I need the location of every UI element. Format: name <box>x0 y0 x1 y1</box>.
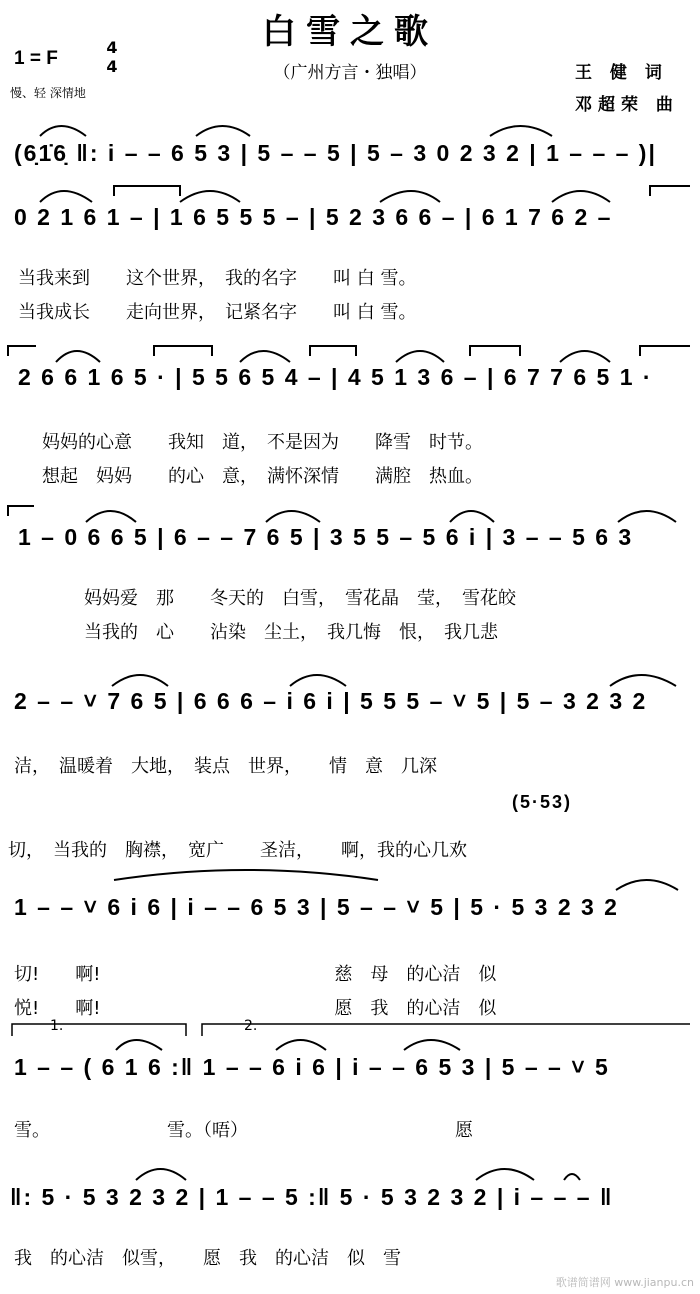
tempo-marking: 慢、轻 深情地 <box>10 86 86 100</box>
tie-bracket <box>640 346 690 356</box>
lyric-2-verse-2: 想起 妈妈 的心 意， 满怀深情 满腔 热血。 <box>42 466 483 487</box>
lyric-1-verse-1: 当我来到 这个世界， 我的名字 叫 白 雪。 <box>18 268 417 289</box>
slur-mark <box>380 191 440 202</box>
tie-bracket <box>154 346 212 356</box>
score-line-3: 1 – 0 6 6 5 | 6 – – 7 6 5 | 3 5 5 – 5 6 i | 3 – – 5 6 3 <box>18 524 634 550</box>
slur-mark <box>450 511 494 522</box>
key-signature: 1 = F <box>14 48 58 69</box>
slur-mark <box>114 870 378 880</box>
song-title: 白雪之歌 <box>262 12 438 52</box>
lyric-6-verse-1: 切! 啊! 慈 母 的心洁 似 <box>14 964 497 985</box>
volta-2-label: 2. <box>244 1018 258 1034</box>
lyric-5-verse-1: 切， 当我的 胸襟， 宽广 圣洁， 啊，我的心几欢 <box>8 840 467 861</box>
composer: 邓超荣 曲 <box>575 95 679 115</box>
score-line-5-alternate: (5·53) <box>512 792 573 812</box>
slur-mark <box>240 351 290 362</box>
slur-mark <box>616 880 678 890</box>
volta-1-bracket <box>12 1024 186 1036</box>
slur-mark <box>618 511 676 522</box>
slur-mark <box>180 191 240 202</box>
lyricist: 王 健 词 <box>575 63 668 83</box>
slur-mark <box>396 351 444 362</box>
score-line-7: 1 – – ( 6 1 6 :‖ 1 – – 6 i 6 | i – – 6 5 3 | 5 – – ˅ 5 <box>14 1054 610 1080</box>
tie-bracket <box>650 186 690 196</box>
lyric-4-verse-1: 洁， 温暖着 大地， 装点 世界， 情 意 几深 <box>14 756 437 777</box>
tie-bracket <box>310 346 356 356</box>
score-line-intro: (6̣1̇6̣ ‖: i – – 6 5 3 | 5 – – 5 | 5 – 3 0 2 3 2 | 1 – – – )| <box>14 140 657 166</box>
lyric-1-verse-2: 当我成长 走向世界， 记紧名字 叫 白 雪。 <box>18 302 417 323</box>
slur-mark <box>476 1169 534 1180</box>
lyric-3-verse-2: 当我的 心 沾染 尘土， 我几悔 恨， 我几悲 <box>84 622 498 643</box>
lyric-6-verse-2: 悦! 啊! 愿 我 的心洁 似 <box>14 998 497 1019</box>
lyric-8-verse-1: 我 的心洁 似雪， 愿 我 的心洁 似 雪 <box>14 1248 401 1269</box>
slur-mark <box>560 351 610 362</box>
lyric-3-verse-1: 妈妈爱 那 冬天的 白雪， 雪花晶 莹， 雪花皎 <box>84 588 516 609</box>
slur-mark <box>112 675 168 686</box>
slur-mark <box>116 1040 162 1050</box>
score-line-8: ‖: 5 · 5 3 2 3 2 | 1 – – 5 :‖ 5 · 5 3 2 3 2 | i – – – ‖ <box>10 1184 614 1210</box>
slur-mark <box>610 675 676 686</box>
score-line-2: 2 6 6 1 6 5 · | 5 5 6 5 4 – | 4 5 1 3 6 – | 6 7 7 6 5 1 · <box>18 364 653 390</box>
tie-bracket <box>8 346 36 356</box>
time-signature-top: 4 <box>106 38 118 57</box>
slur-mark <box>40 191 92 202</box>
slur-mark <box>56 351 100 362</box>
tie-bracket <box>470 346 520 356</box>
slur-mark <box>40 126 86 136</box>
lyric-2-verse-1: 妈妈的心意 我知 道， 不是因为 降雪 时节。 <box>42 432 483 453</box>
time-signature-bottom: 4 <box>106 57 118 76</box>
slur-mark <box>136 1169 186 1180</box>
score-line-6: 1 – – ˅ 6 i 6 | i – – 6 5 3 | 5 – – ˅ 5 | 5 · 5 3 2 3 2 <box>14 894 619 920</box>
score-line-1: 0 2 1 6 1 – | 1 6 5 5 5 – | 5 2 3 6 6 – | 6 1 7 6 2 – <box>14 204 613 230</box>
lyric-7-verse-1: 雪。 雪。（唔） 愿 <box>14 1120 473 1141</box>
tie-bracket <box>114 186 180 196</box>
slur-mark <box>196 126 250 136</box>
volta-2-bracket <box>202 1024 690 1036</box>
slur-mark <box>290 675 346 686</box>
slur-mark <box>490 126 552 136</box>
slur-mark <box>266 511 320 522</box>
slur-mark <box>276 1040 326 1050</box>
score-line-4: 2 – – ˅ 7 6 5 | 6 6 6 – i 6 i | 5 5 5 – ˅ 5 | 5 – 3 2 3 2 <box>14 688 648 714</box>
slur-mark <box>552 191 610 202</box>
tie-bracket <box>8 506 34 516</box>
volta-1-label: 1. <box>50 1018 64 1034</box>
site-watermark: 歌谱简谱网 www.jianpu.cn <box>555 1276 694 1289</box>
fermata-mark <box>564 1174 580 1180</box>
slur-mark <box>86 511 136 522</box>
song-subtitle: （广州方言・独唱） <box>273 63 427 83</box>
slur-mark <box>404 1040 460 1050</box>
